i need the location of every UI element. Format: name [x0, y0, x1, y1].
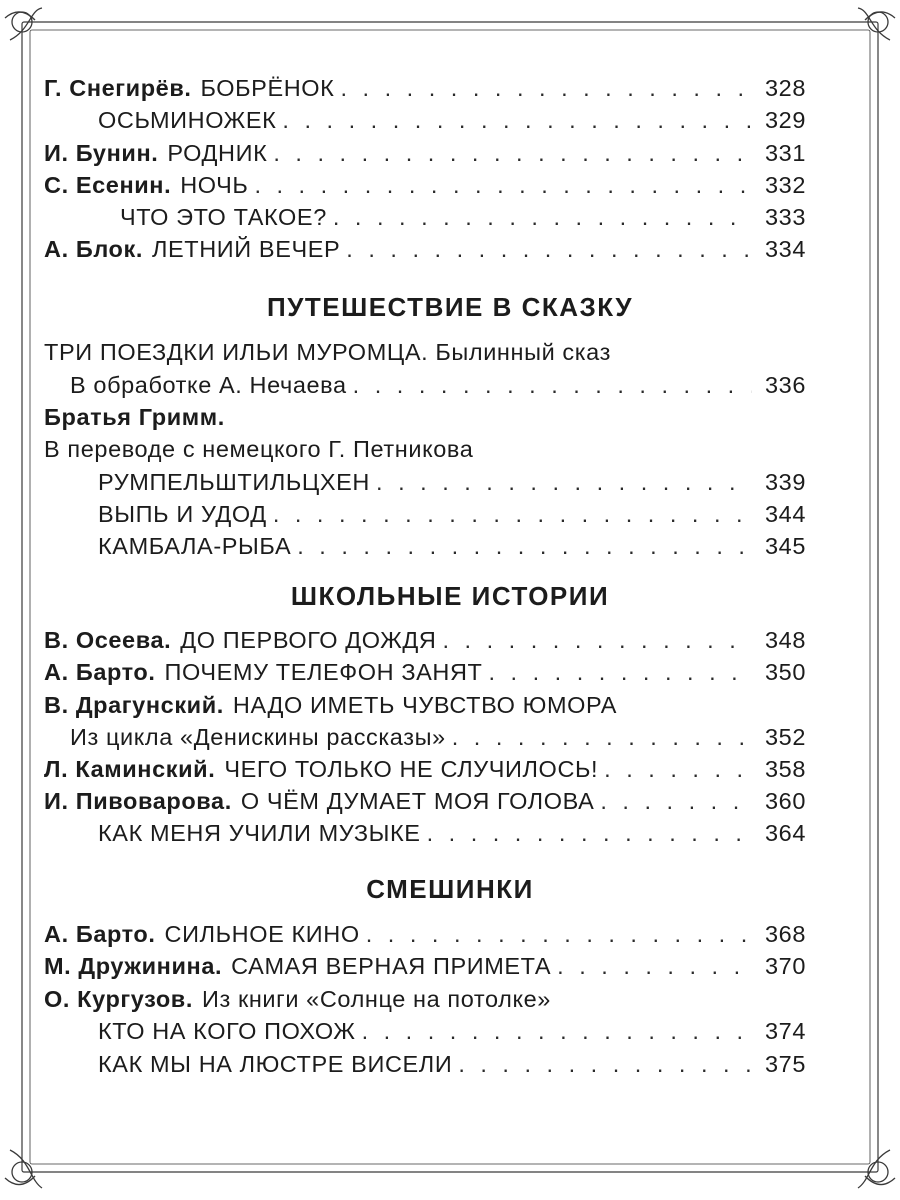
toc-entry: Из цикла «Денискины рассказы» . . . 352 [70, 721, 806, 753]
page-number: 352 [764, 724, 806, 750]
dot-leader [273, 498, 752, 530]
dot-leader [362, 1015, 752, 1047]
page-number: 350 [764, 659, 806, 685]
page-number: 329 [764, 107, 806, 133]
dot-leader [442, 624, 752, 656]
toc-entry: КТО НА КОГО ПОХОЖ . . . 374 [98, 1015, 806, 1047]
page-number: 368 [764, 921, 806, 947]
page-number: 334 [764, 236, 806, 262]
page-number: 358 [764, 756, 806, 782]
toc-entry: КАК МЫ НА ЛЮСТРЕ ВИСЕЛИ . . . 375 [98, 1048, 806, 1080]
dot-leader [604, 753, 752, 785]
dot-leader [458, 1048, 752, 1080]
page-number: 348 [764, 627, 806, 653]
toc-entry: ОСЬМИНОЖЕК . . . 329 [98, 104, 806, 136]
dot-leader [254, 169, 752, 201]
dot-leader [273, 137, 752, 169]
dot-leader [366, 918, 752, 950]
toc-entry: Братья Гримм. [44, 404, 225, 430]
toc-entry: А. Барто. СИЛЬНОЕ КИНО . . . 368 [44, 918, 806, 950]
toc-entry: В переводе с немецкого Г. Петникова [44, 436, 474, 462]
toc-entry: В. Драгунский. НАДО ИМЕТЬ ЧУВСТВО ЮМОРА [44, 692, 618, 718]
dot-leader [452, 721, 752, 753]
page-number: 360 [764, 788, 806, 814]
dot-leader [600, 785, 752, 817]
toc-entry: В обработке А. Нечаева . . . 336 [70, 369, 806, 401]
section-heading: ШКОЛЬНЫЕ ИСТОРИИ [290, 581, 610, 611]
page-number: 332 [764, 172, 806, 198]
page-number: 345 [764, 533, 806, 559]
dot-leader [376, 466, 752, 498]
page-number: 331 [764, 140, 806, 166]
dot-leader [297, 530, 752, 562]
toc-entry: А. Блок. ЛЕТНИЙ ВЕЧЕР . . . 334 [44, 233, 806, 265]
toc-entry: ЧТО ЭТО ТАКОЕ? . . . 333 [120, 201, 806, 233]
page-number: 374 [764, 1018, 806, 1044]
page-number: 375 [764, 1051, 806, 1077]
dot-leader [353, 369, 752, 401]
toc-entry: КАМБАЛА-РЫБА . . . 345 [98, 530, 806, 562]
section-heading: СМЕШИНКИ [366, 874, 534, 904]
dot-leader [340, 72, 752, 104]
toc-entry: А. Барто. ПОЧЕМУ ТЕЛЕФОН ЗАНЯТ . . . 350 [44, 656, 806, 688]
toc-entry: И. Пивоварова. О ЧЁМ ДУМАЕТ МОЯ ГОЛОВА . . . 360 [44, 785, 806, 817]
page-number: 364 [764, 820, 806, 846]
dot-leader [282, 104, 752, 136]
dot-leader [557, 950, 752, 982]
page-number: 370 [764, 953, 806, 979]
toc-entry: РУМПЕЛЬШТИЛЬЦХЕН . . . 339 [98, 466, 806, 498]
toc-entry: М. Дружинина. САМАЯ ВЕРНАЯ ПРИМЕТА . . . 370 [44, 950, 806, 982]
toc-entry: ВЫПЬ И УДОД . . . 344 [98, 498, 806, 530]
page-number: 344 [764, 501, 806, 527]
toc-entry: В. Осеева. ДО ПЕРВОГО ДОЖДЯ . . . 348 [44, 624, 806, 656]
page-number: 333 [764, 204, 806, 230]
dot-leader [346, 233, 752, 265]
page-number: 339 [764, 469, 806, 495]
page-number: 328 [764, 75, 806, 101]
dot-leader [489, 656, 753, 688]
dot-leader [333, 201, 752, 233]
toc-entry: О. Кургузов. Из книги «Солнце на потолке» [44, 986, 551, 1012]
toc-entry: Г. Снегирёв. БОБРЁНОК . . . 328 [44, 72, 806, 104]
toc-entry: С. Есенин. НОЧЬ . . . 332 [44, 169, 806, 201]
toc-entry: И. Бунин. РОДНИК . . . 331 [44, 137, 806, 169]
toc-entry: КАК МЕНЯ УЧИЛИ МУЗЫКЕ . . . 364 [98, 817, 806, 849]
toc-entry: Л. Каминский. ЧЕГО ТОЛЬКО НЕ СЛУЧИЛОСЬ! . . . 358 [44, 753, 806, 785]
section-heading: ПУТЕШЕСТВИЕ В СКАЗКУ [267, 292, 633, 322]
page-number: 336 [764, 372, 806, 398]
dot-leader [427, 817, 752, 849]
toc-entry: ТРИ ПОЕЗДКИ ИЛЬИ МУРОМЦА. Былинный сказ [44, 339, 611, 365]
